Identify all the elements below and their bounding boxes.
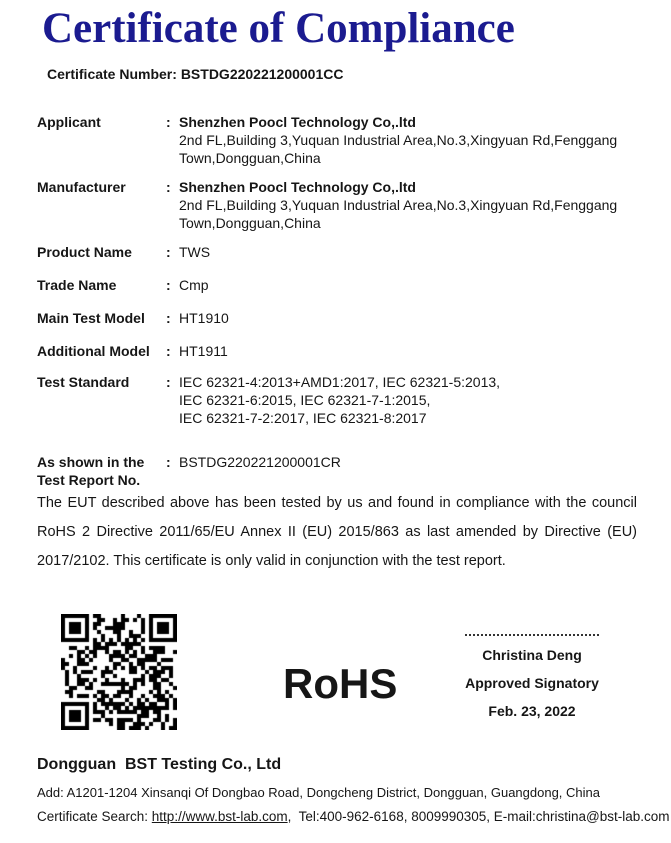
- signature-block: [450, 634, 614, 720]
- lab-company-name: Dongguan BST Testing Co., Ltd: [37, 756, 282, 773]
- field-row-product-name: [37, 243, 637, 261]
- field-label: Trade Name: [37, 277, 117, 293]
- test-report-no-value: BSTDG220221200001CR: [179, 454, 341, 470]
- product-name-value: TWS: [179, 244, 211, 260]
- field-row-manufacturer: [37, 178, 637, 232]
- certificate-search-line: [37, 809, 670, 824]
- field-row-test-report-no: [37, 453, 637, 489]
- certificate-number-label: Certificate Number:: [47, 66, 177, 82]
- manufacturer-company: Shenzhen Poocl Technology Co,.ltd: [179, 179, 416, 195]
- test-standard-value: [179, 373, 637, 427]
- field-label: Manufacturer: [37, 179, 126, 195]
- certificate-search-label: Certificate Search:: [37, 809, 152, 824]
- field-label: Main Test Model: [37, 310, 145, 326]
- field-row-additional-model: [37, 342, 637, 360]
- certificate-title: Certificate of Compliance: [42, 5, 515, 52]
- field-row-applicant: [37, 113, 637, 167]
- manufacturer-address-line: Town,Dongguan,China: [179, 215, 321, 231]
- signature-date: Feb. 23, 2022: [488, 703, 576, 719]
- signatory-role: Approved Signatory: [465, 675, 599, 691]
- lab-address: Add: A1201-1204 Xinsanqi Of Dongbao Road, Dongcheng District, Dongguan, Guangdong, China: [37, 785, 600, 800]
- manufacturer-address-line: 2nd FL,Building 3,Yuquan Industrial Area,No.3,Xingyuan Rd,Fenggang: [179, 197, 618, 213]
- field-colon: :: [166, 277, 171, 293]
- field-label: Product Name: [37, 244, 132, 260]
- field-colon: :: [166, 114, 171, 130]
- field-row-trade-name: [37, 276, 637, 294]
- test-standard-line: IEC 62321-7-2:2017, IEC 62321-8:2017: [179, 410, 427, 426]
- field-colon: :: [166, 343, 171, 359]
- rohs-logo: RoHS: [283, 660, 398, 707]
- applicant-address-line: 2nd FL,Building 3,Yuquan Industrial Area,No.3,Xingyuan Rd,Fenggang: [179, 132, 618, 148]
- lab-contact-info: , Tel:400-962-6168, 8009990305, E-mail:christina@bst-lab.com: [287, 809, 670, 824]
- field-label: Additional Model: [37, 343, 150, 359]
- field-colon: :: [166, 310, 171, 326]
- signatory-name: Christina Deng: [482, 647, 582, 663]
- additional-model-value: HT1911: [179, 343, 228, 359]
- field-row-main-test-model: [37, 309, 637, 327]
- trade-name-value: Cmp: [179, 277, 209, 293]
- test-standard-line: IEC 62321-6:2015, IEC 62321-7-1:2015,: [179, 392, 431, 408]
- signature-dotted-line: [465, 634, 599, 636]
- lab-website-link[interactable]: http://www.bst-lab.com: [151, 809, 288, 824]
- field-colon: :: [166, 374, 171, 390]
- field-colon: :: [166, 454, 171, 470]
- applicant-address-line: Town,Dongguan,China: [179, 150, 321, 166]
- main-test-model-value: HT1910: [179, 310, 229, 326]
- applicant-company: Shenzhen Poocl Technology Co,.ltd: [179, 114, 416, 130]
- field-label: Test Standard: [37, 374, 130, 390]
- certificate-number-line: [47, 66, 343, 82]
- field-value: [179, 178, 637, 232]
- compliance-statement: The EUT described above has been tested by us and found in compliance with the council RoHS 2 Directive 2011/65/EU Annex II (EU) 2015/863 as last amended by Directive (EU) 2017/2102. This certificate is only valid in conjunction with the test report.: [37, 495, 637, 569]
- field-colon: :: [166, 179, 171, 195]
- certificate-number-value: BSTDG220221200001CC: [180, 66, 344, 82]
- test-standard-line: IEC 62321-4:2013+AMD1:2017, IEC 62321-5:2013,: [179, 374, 501, 390]
- qr-code-image: [61, 614, 177, 730]
- field-label: As shown in the Test Report No.: [37, 454, 145, 488]
- field-colon: :: [166, 244, 171, 260]
- field-value: [179, 113, 637, 167]
- field-row-test-standard: [37, 373, 637, 427]
- field-label: Applicant: [37, 114, 101, 130]
